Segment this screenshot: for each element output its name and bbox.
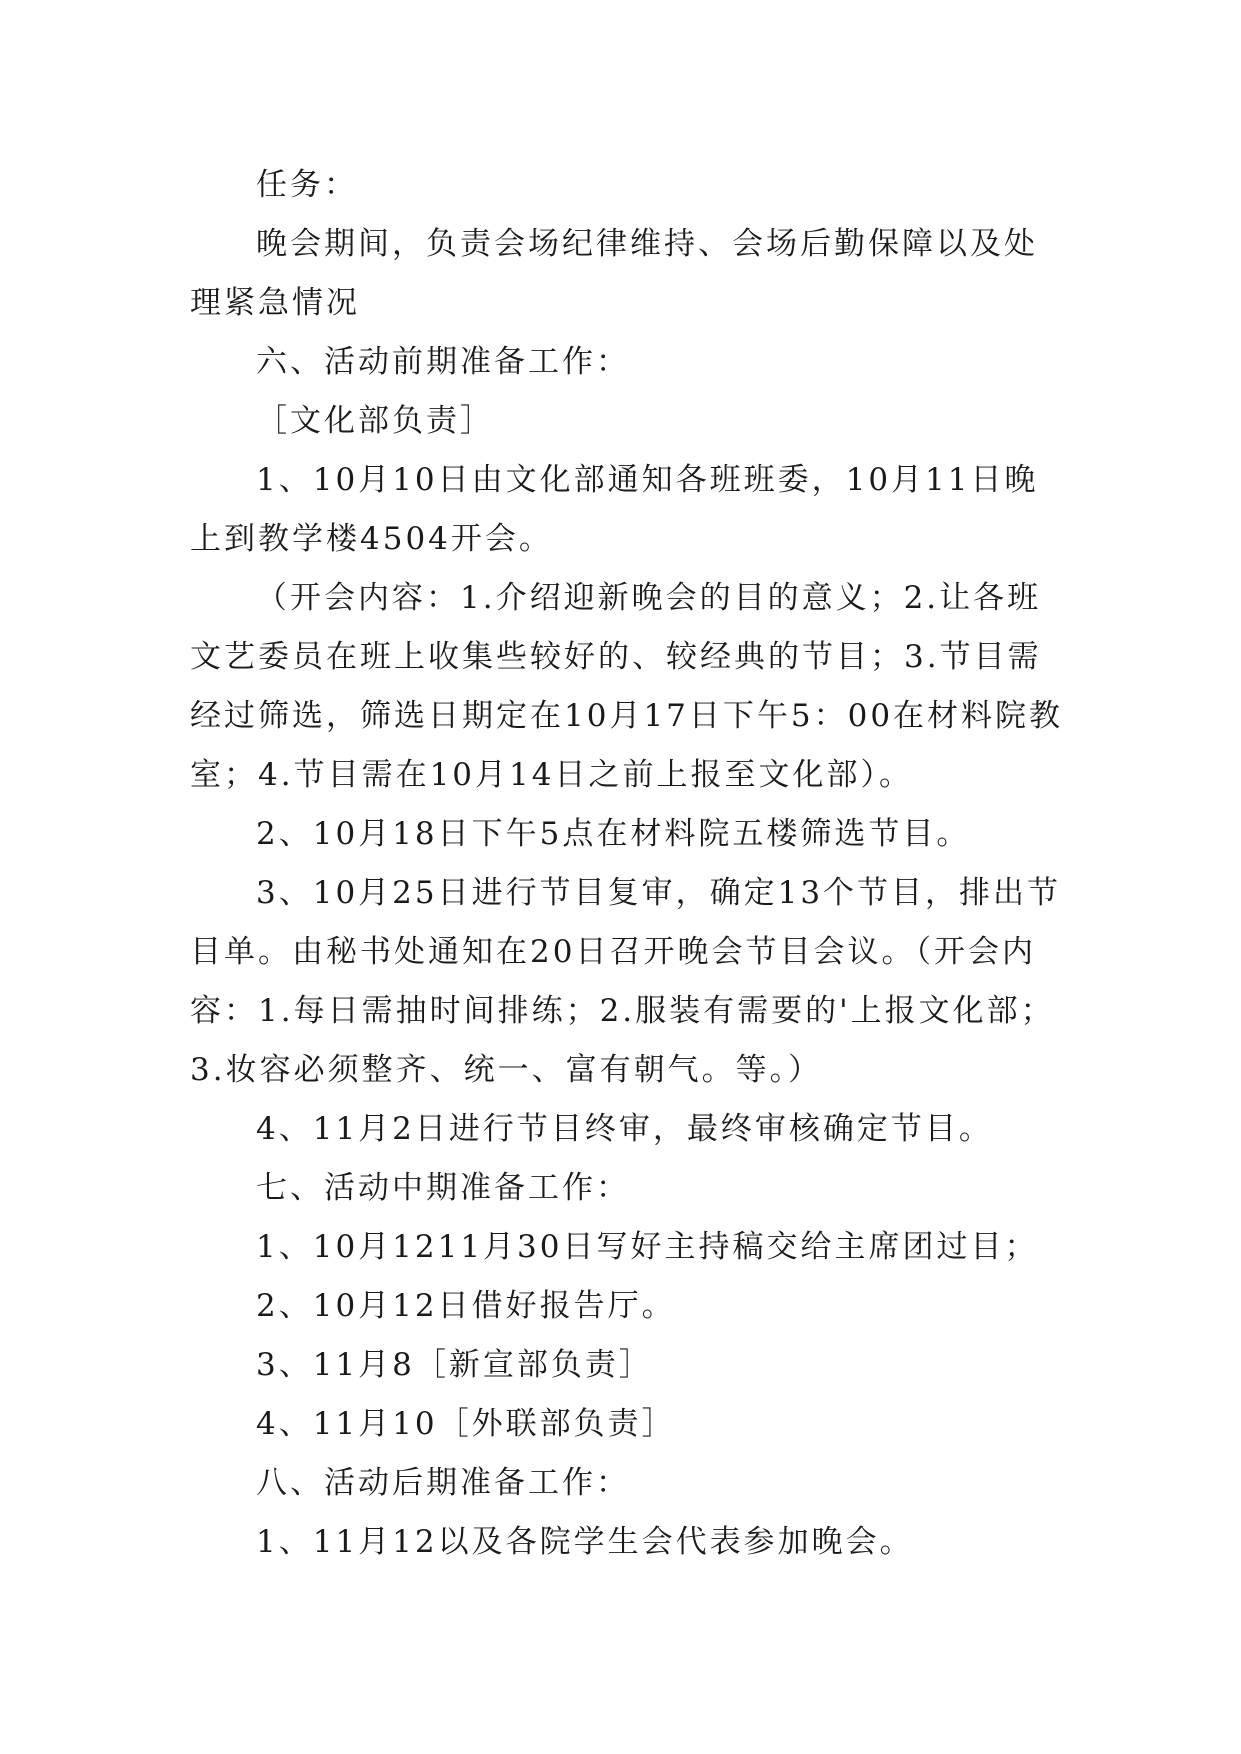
prep-item-1: 1、10月10日由文化部通知各班班委，10月11日晚上到教学楼4504开会。 [190, 462, 1039, 557]
mid-item-4: 4、11月10［外联部负责］ [256, 1406, 676, 1442]
prep-item-3: 3、10月25日进行节目复审，确定13个节目，排出节目单。由秘书处通知在20日召开晚会节目会议。（开会内容：1.每日需抽时间排练；2.服装有需要的'上报文化部；3.妆容必须整齐、统一、富有朝气。等。） [190, 875, 1062, 1088]
section-eight-heading: 八、活动后期准备工作： [256, 1465, 630, 1501]
mid-item-2: 2、10月12日借好报告厅。 [256, 1288, 676, 1324]
prep-item-2: 2、10月18日下午5点在材料院五楼筛选节目。 [256, 816, 971, 852]
meeting-content: （开会内容：1.介绍迎新晚会的目的意义；2.让各班文艺委员在班上收集些较好的、较经典的节目；3.节目需经过筛选，筛选日期定在10月17日下午5：00在材料院教室；4.节目需在10月14日之前上报至文化部）。 [190, 580, 1064, 793]
culture-dept-note: ［文化部负责］ [256, 403, 494, 439]
post-item-1: 1、11月12以及各院学生会代表参加晚会。 [256, 1524, 914, 1560]
task-description: 晚会期间，负责会场纪律维持、会场后勤保障以及处理紧急情况 [190, 226, 1038, 321]
section-six-heading: 六、活动前期准备工作： [256, 344, 630, 380]
task-heading: 任务： [256, 167, 358, 203]
mid-item-1: 1、10月1211月30日写好主持稿交给主席团过目； [256, 1229, 1039, 1265]
document-body [190, 156, 1070, 1572]
prep-item-4: 4、11月2日进行节目终审，最终审核确定节目。 [256, 1111, 993, 1147]
section-seven-heading: 七、活动中期准备工作： [256, 1170, 630, 1206]
mid-item-3: 3、11月8［新宣部负责］ [256, 1347, 653, 1383]
